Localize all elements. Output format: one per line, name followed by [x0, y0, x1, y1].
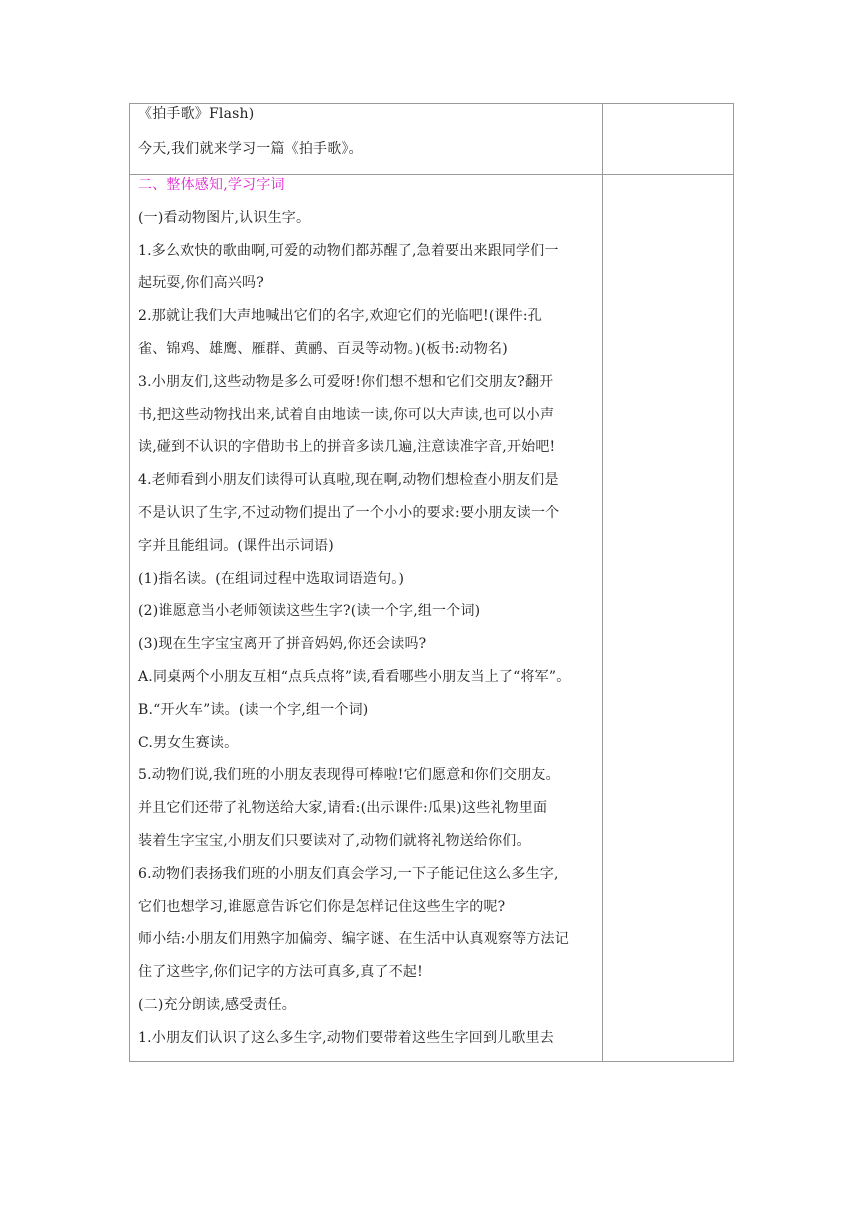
text-line: (二)充分朗读,感受责任。 — [138, 996, 296, 1013]
table-row — [130, 104, 734, 175]
notes-cell — [603, 175, 734, 1062]
text-line: 装着生字宝宝,小朋友们只要读对了,动物们就将礼物送给你们。 — [138, 832, 531, 849]
text-line: 1.小朋友们认识了这么多生字,动物们要带着这些生字回到儿歌里去 — [138, 1029, 555, 1046]
text-line: 并且它们还带了礼物送给大家,请看:(出示课件:瓜果)这些礼物里面 — [138, 800, 548, 817]
text-line: 今天,我们就来学习一篇《拍手歌》。 — [138, 141, 363, 157]
text-line: (3)现在生字宝宝离开了拼音妈妈,你还会读吗? — [138, 636, 427, 653]
text-line: 5.动物们说,我们班的小朋友表现得可棒啦!它们愿意和你们交朋友。 — [138, 767, 560, 784]
content-cell — [130, 104, 603, 175]
text-line: 住了这些字,你们记字的方法可真多,真了不起! — [138, 964, 423, 981]
text-line: B.“开火车”读。(读一个字,组一个词) — [138, 701, 369, 718]
text-line: 2.那就让我们大声地喊出它们的名字,欢迎它们的光临吧!(课件:孔 — [138, 308, 543, 325]
text-line: 读,碰到不认识的字借助书上的拼音多读几遍,注意读准字音,开始吧! — [138, 439, 556, 456]
content-cell — [130, 175, 603, 1062]
text-line: 书,把这些动物找出来,试着自由地读一读,你可以大声读,也可以小声 — [138, 406, 555, 423]
text-line: 起玩耍,你们高兴吗? — [138, 275, 264, 292]
notes-cell — [603, 104, 734, 175]
text-line: 3.小朋友们,这些动物是多么可爱呀!你们想不想和它们交朋友?翻开 — [138, 373, 554, 390]
text-line: C.男女生赛读。 — [138, 734, 239, 751]
text-line: (一)看动物图片,认识生字。 — [138, 209, 311, 226]
section-heading: 二、整体感知,学习字词 — [138, 177, 285, 193]
table-row — [130, 175, 734, 1062]
text-line: 字并且能组词。(课件出示词语) — [138, 537, 334, 554]
text-line: (2)谁愿意当小老师领读这些生字?(读一个字,组一个词) — [138, 603, 481, 620]
text-line: 《拍手歌》Flash) — [138, 106, 255, 122]
text-line: 6.动物们表扬我们班的小朋友们真会学习,一下子能记住这么多生字, — [138, 865, 559, 882]
text-line: 师小结:小朋友们用熟字加偏旁、编字谜、在生活中认真观察等方法记 — [138, 931, 569, 948]
text-line: 雀、锦鸡、雄鹰、雁群、黄鹂、百灵等动物。)(板书:动物名) — [138, 340, 508, 357]
text-line: (1)指名读。(在组词过程中选取词语造句。) — [138, 570, 405, 587]
text-line: A.同桌两个小朋友互相“点兵点将”读,看看哪些小朋友当上了“将军”。 — [138, 668, 571, 685]
text-line: 它们也想学习,谁愿意告诉它们你是怎样记住这些生字的呢? — [138, 898, 506, 915]
text-line: 4.老师看到小朋友们读得可认真啦,现在啊,动物们想检查小朋友们是 — [138, 472, 559, 489]
lesson-plan-table — [129, 103, 734, 1062]
text-line: 不是认识了生字,不过动物们提出了一个小小的要求:要小朋友读一个 — [138, 504, 560, 521]
text-line: 1.多么欢快的歌曲啊,可爱的动物们都苏醒了,急着要出来跟同学们一 — [138, 242, 559, 259]
